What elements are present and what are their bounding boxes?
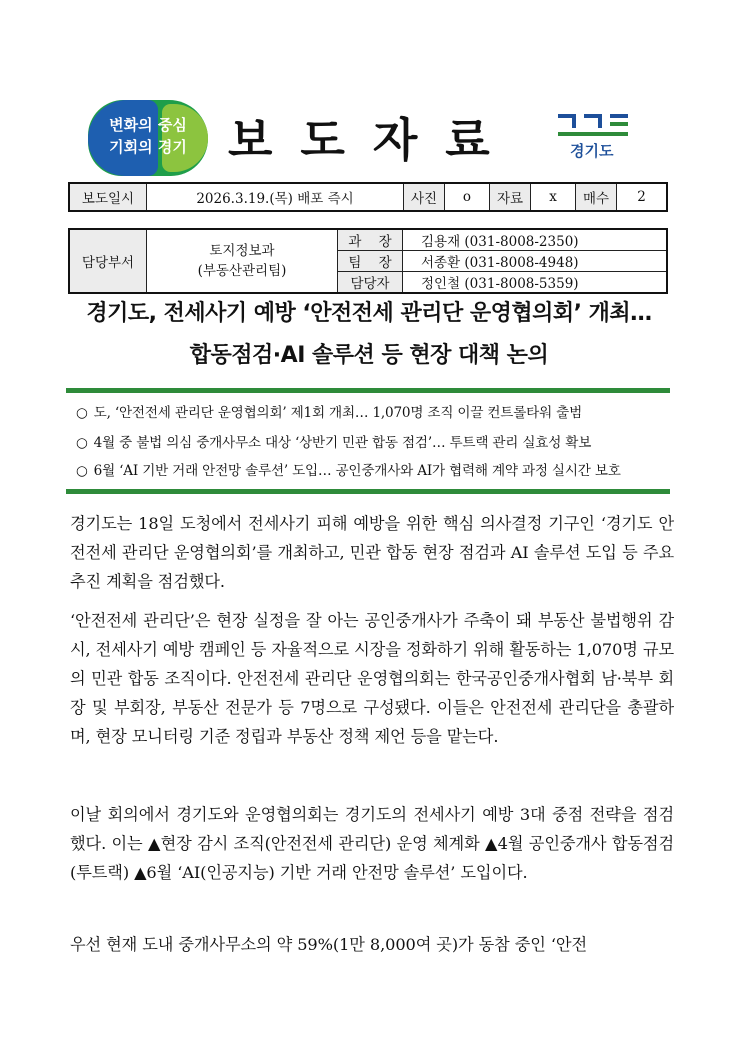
summary-item	[76, 459, 670, 479]
photo-label: 사진	[404, 183, 445, 211]
date-label: 보도일시	[69, 183, 147, 211]
bullet-circle-icon: ○	[76, 405, 88, 421]
dept-name-line2: (부동산관리팀)	[197, 263, 287, 279]
summary-text: 6월 ‘AI 기반 거래 안전망 솔루션’ 도입… 공인중개사와 AI가 협력해 계약 과정 실시간 보호	[93, 463, 621, 479]
logo-text	[88, 114, 208, 158]
release-info-table	[68, 182, 668, 212]
department-table	[68, 228, 668, 294]
logo-text-line1: 변화의 중심	[109, 116, 187, 134]
gyeonggi-slogan-logo	[88, 100, 208, 176]
dept-name	[147, 229, 338, 293]
page-title: 보도자료	[228, 113, 518, 167]
summary-box	[66, 388, 670, 494]
date-value: 2026.3.19.(목) 배포 즉시	[147, 183, 404, 211]
bullet-circle-icon: ○	[76, 463, 88, 479]
gyeonggi-do-logo	[556, 112, 630, 162]
dept-label: 담당부서	[69, 229, 147, 293]
headline-line1: 경기도, 전세사기 예방 ‘안전전세 관리단 운영협의회’ 개최…	[86, 301, 652, 326]
body-paragraph-4: 우선 현재 도내 중개사무소의 약 59%(1만 8,000여 곳)가 동참 중인 ‘안전	[70, 935, 588, 954]
bullet-circle-icon: ○	[76, 435, 88, 451]
logo-text-line2: 기회의 경기	[109, 138, 187, 156]
headline-line2: 합동점검·AI 솔루션 등 현장 대책 논의	[189, 343, 549, 368]
role-cell: 팀 장	[338, 251, 403, 272]
summary-item	[76, 431, 670, 451]
body-paragraph-1: 경기도는 18일 도청에서 전세사기 피해 예방을 위한 핵심 의사결정 기구인 ‘경기도 안전전세 관리단 운영협의회’를 개최하고, 민관 합동 현장 점검과 AI 솔루션 도입 등 주요 추진 계획을 점검했다.	[70, 514, 674, 591]
pages-label: 매수	[576, 183, 617, 211]
summary-item	[76, 401, 670, 421]
contact-cell: 서종환 (031-8008-4948)	[403, 251, 668, 272]
gyeonggi-mark-icon	[556, 112, 630, 138]
body-paragraph-2: ‘안전전세 관리단’은 현장 실정을 잘 아는 공인중개사가 주축이 돼 부동산 불법행위 감시, 전세사기 예방 캠페인 등 자율적으로 시장을 정화하기 위해 활동하는 1,070명 규모의 민관 합동 조직이다. 안전전세 관리단 운영협의회는 한국공인중개사협회 남·북부 회장 및 부회장, 부동산 전문가 등 7명으로 구성됐다. 이들은 안전전세 관리단을 총괄하며, 현장 모니터링 기준 정립과 부동산 정책 제언 등을 맡는다.	[70, 611, 674, 746]
logo-label: 경기도	[570, 142, 614, 160]
material-value: x	[531, 183, 576, 211]
summary-text: 4월 중 불법 의심 중개사무소 대상 ‘상반기 민관 합동 점검’… 투트랙 관리 실효성 확보	[93, 435, 592, 451]
role-cell: 과 장	[338, 229, 403, 251]
contact-cell: 정인철 (031-8008-5359)	[403, 272, 668, 294]
body-paragraph-3: 이날 회의에서 경기도와 운영협의회는 경기도의 전세사기 예방 3대 중점 전략을 점검했다. 이는 ▲현장 감시 조직(안전전세 관리단) 운영 체계화 ▲4월 공인중개사 합동점검(투트랙) ▲6월 ‘AI(인공지능) 기반 거래 안전망 솔루션’ 도입이다.	[70, 805, 674, 882]
summary-text: 도, ‘안전전세 관리단 운영협의회’ 제1회 개최… 1,070명 조직 이끌 컨트롤타워 출범	[93, 405, 583, 421]
pages-value: 2	[617, 183, 668, 211]
role-cell: 담당자	[338, 272, 403, 294]
dept-name-line1: 토지정보과	[209, 243, 275, 259]
photo-value: o	[445, 183, 490, 211]
material-label: 자료	[490, 183, 531, 211]
contact-cell: 김용재 (031-8008-2350)	[403, 229, 668, 251]
